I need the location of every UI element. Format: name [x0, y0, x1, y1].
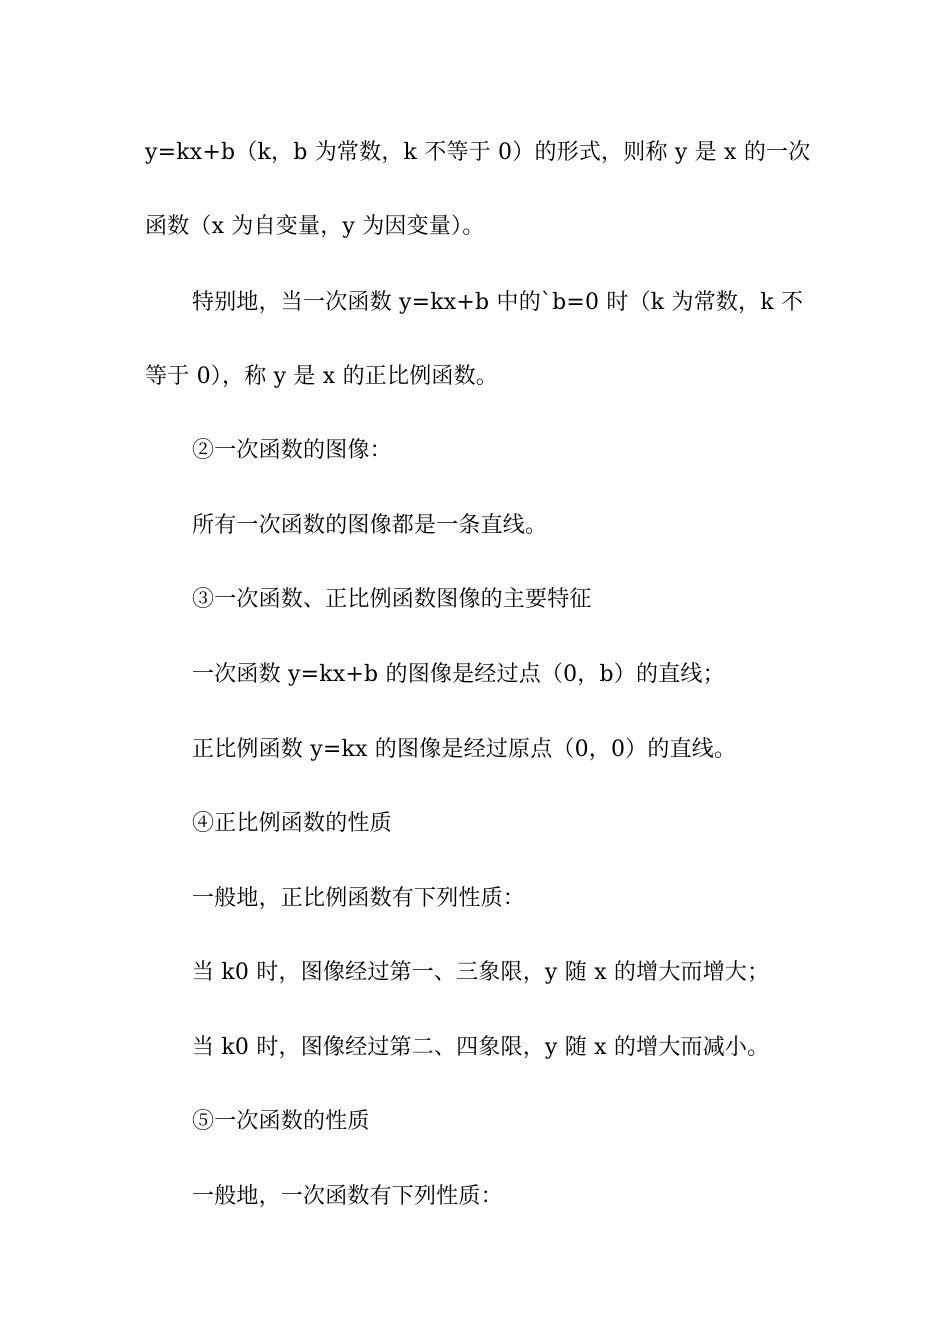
text-line-k-positive: 当 k0 时，图像经过第一、三象限，y 随 x 的增大而增大； [192, 960, 770, 985]
text-line-special-case-continued: 等于 0），称 y 是 x 的正比例函数。 [145, 364, 498, 389]
text-line-special-case: 特别地，当一次函数 y=kx+b 中的`b=0 时（k 为常数，k 不 [192, 290, 804, 315]
text-line-proportional-feature: 正比例函数 y=kx 的图像是经过原点（0，0）的直线。 [192, 737, 737, 762]
section-heading-linear-properties: ⑤一次函数的性质 [192, 1109, 370, 1134]
text-line-definition-continued: 函数（x 为自变量，y 为因变量）。 [145, 214, 485, 239]
text-line-linear-function-definition: y=kx+b（k，b 为常数，k 不等于 0）的形式，则称 y 是 x 的一次 [145, 140, 811, 165]
text-line-linear-feature: 一次函数 y=kx+b 的图像是经过点（0，b）的直线； [192, 662, 725, 687]
text-line-linear-intro: 一般地，一次函数有下列性质： [192, 1184, 503, 1209]
section-heading-graph: ②一次函数的图像： [192, 438, 392, 463]
text-line-proportional-intro: 一般地，正比例函数有下列性质： [192, 886, 526, 911]
section-heading-proportional-properties: ④正比例函数的性质 [192, 811, 392, 836]
text-line-graph-is-line: 所有一次函数的图像都是一条直线。 [192, 513, 548, 538]
text-line-k-negative: 当 k0 时，图像经过第二、四象限，y 随 x 的增大而减小。 [192, 1035, 770, 1060]
section-heading-features: ③一次函数、正比例函数图像的主要特征 [192, 587, 592, 612]
